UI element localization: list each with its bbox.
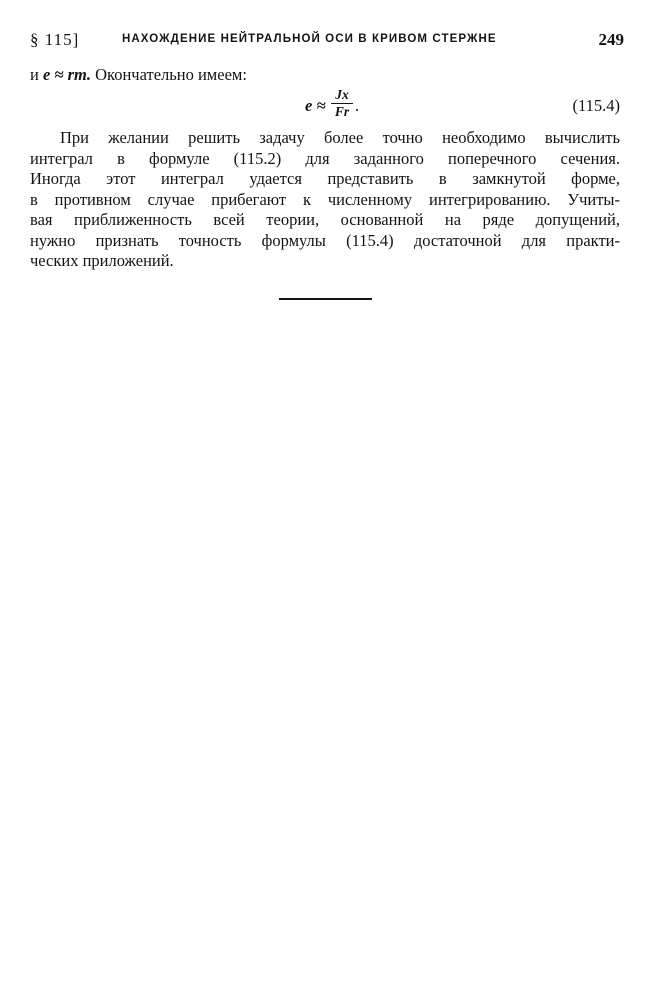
intro-text: Окончательно имеем:	[95, 65, 247, 84]
intro-expression: e ≈ rm.	[42, 65, 91, 84]
paragraph-line: ческих приложений.	[30, 251, 174, 270]
intro-conjunction: и	[30, 65, 39, 84]
fraction-denominator: Fr	[334, 104, 350, 119]
running-header	[30, 30, 624, 52]
paragraph-line: Иногда этот интеграл удается представить в замкнутой форме,	[30, 169, 620, 188]
body-paragraph	[30, 128, 620, 272]
paragraph-line: При желании решить задачу более точно необходимо вычислить	[60, 128, 620, 147]
equation-number: (115.4)	[572, 96, 620, 115]
formula-period: .	[355, 96, 360, 115]
paragraph-line: нужно признать точность формулы (115.4) достаточной для практи-	[30, 230, 620, 250]
chapter-title: НАХОЖДЕНИЕ НЕЙТРАЛЬНОЙ ОСИ В КРИВОМ СТЕРЖНЕ	[122, 33, 497, 45]
formula-lhs: e ≈	[305, 96, 326, 115]
paragraph-line: вая приближенность всей теории, основанной на ряде допущений,	[30, 210, 620, 229]
paragraph-line: в противном случае прибегают к численному интегрированию. Учиты-	[30, 189, 620, 209]
section-end-rule	[279, 298, 372, 300]
intro-line	[30, 65, 247, 85]
fraction-numerator: Jx	[335, 87, 349, 102]
section-marker: § 115]	[30, 30, 80, 49]
paragraph-line: интеграл в формуле (115.2) для заданного поперечного сечения.	[30, 148, 620, 168]
page-number: 249	[598, 30, 624, 49]
fraction	[331, 88, 353, 119]
